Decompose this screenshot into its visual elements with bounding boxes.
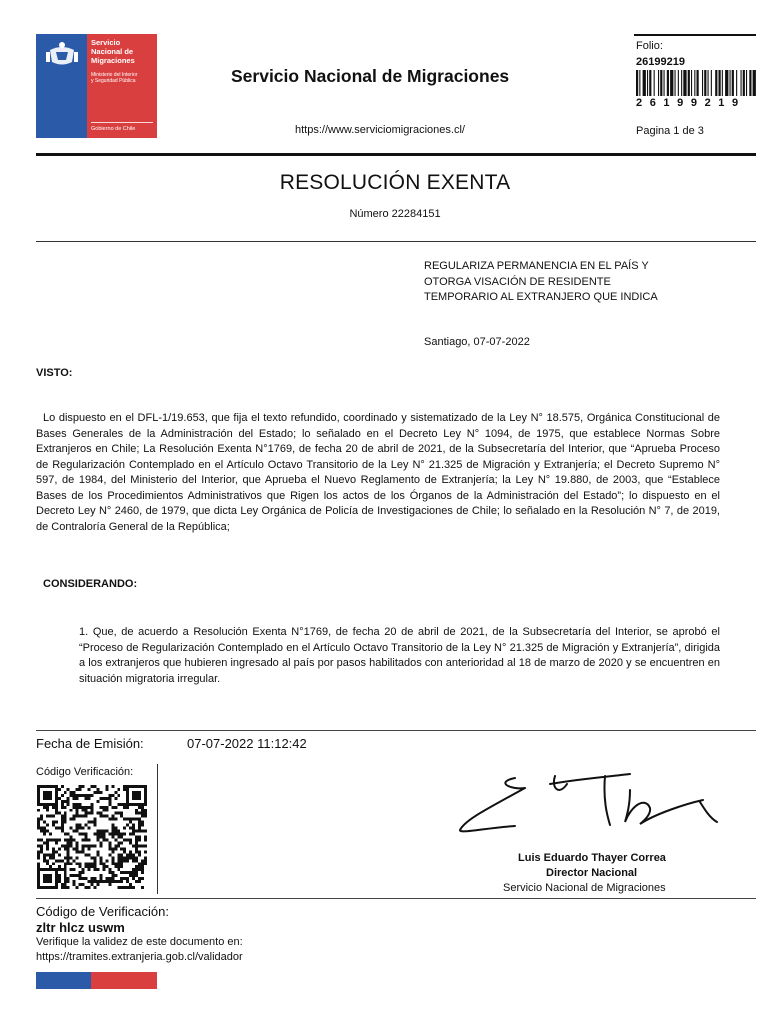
resolution-title: RESOLUCIÓN EXENTA (279, 171, 511, 194)
considerando-item: 1. Que, de acuerdo a Resolución Exenta N°1769, de fecha 20 de abril de 2021, de la Subsecretaría del Interior, se aprobó el “Proceso de Regularización Contemplado en el Artículo Octavo Transitorio de la Ley N° 21.325 de Migración y Extranjería”, dirigida a los extranjeros que hubieren ingresado al país por pasos habilitados con anterioridad al 18 de marzo de 2020 y se encuentren en situación migratoria irregular. (79, 626, 720, 685)
place-date: Santiago, 07-07-2022 (424, 336, 530, 348)
qr-divider (157, 764, 158, 894)
barcode-digits: 26199219 (636, 97, 746, 109)
visto-body: Lo dispuesto en el DFL-1/19.653, que fija el texto refundido, coordinado y sistematizado de la Ley N° 18.575, Orgánica Constitucional de Bases Generales de la Administración del Estado; lo señalado en el Decreto Ley N° 1094, de 1975, que establece Normas Sobre Extranjeros en Chile; La Resolución Exenta N°1769, de fecha 20 de abril de 2021, de la Subsecretaría del Interior, que “Aprueba Proceso de Regularización Contemplado en el Artículo Octavo Transitorio de la Ley N° 21.325 de Migración y Extranjería; el Decreto Supremo N° 597, de 1984, del Ministerio del Interior, que Aprueba el Nuevo Reglamento de Extranjería; la Ley N° 19.880, de 2003, que “Establece Bases de los Procedimientos Administrativos que Rigen los actos de los Órganos de la Administración del Estado”; lo dispuesto en el Decreto Ley N° 2460, de 1979, que dicta Ley Orgánica de Policía de Investigaciones de Chile; lo señalado en la Resolución N° 7, de 2019, de Contraloría General de la República; (36, 412, 720, 533)
qr-code-icon (36, 785, 148, 889)
issue-date-label: Fecha de Emisión: (36, 736, 144, 751)
verify-url[interactable]: https://tramites.extranjeria.gob.cl/validador (36, 951, 243, 963)
folio-number: 26199219 (636, 56, 685, 68)
org-title: Servicio Nacional de Migraciones (231, 66, 510, 86)
qr-label: Código Verificación: (36, 766, 134, 778)
logo-divider (91, 122, 153, 123)
footer-divider (36, 730, 756, 731)
org-url[interactable]: https://www.serviciomigraciones.cl/ (295, 124, 465, 136)
title-divider (36, 241, 756, 242)
resolution-number: Número 22284151 (349, 208, 441, 220)
visto-heading: VISTO: (36, 367, 73, 379)
verification-code: zltr hlcz uswm (36, 920, 125, 935)
verification-divider (36, 898, 756, 899)
flag-bar-blue (36, 972, 91, 989)
page-indicator: Pagina 1 de 3 (636, 125, 704, 137)
logo-title: Servicio Nacional de Migraciones (91, 38, 135, 65)
coat-of-arms-icon (42, 40, 82, 68)
issue-date-value: 07-07-2022 11:12:42 (187, 736, 307, 751)
verify-instruction: Verifique la validez de este documento en: (36, 936, 243, 948)
signer-org: Servicio Nacional de Migraciones (503, 882, 666, 894)
flag-bar-red (91, 972, 157, 989)
signer-name: Luis Eduardo Thayer Correa (518, 852, 666, 864)
logo-footer: Gobierno de Chile (91, 126, 136, 132)
resolution-subject: REGULARIZA PERMANENCIA EN EL PAÍS Y OTORGA VISACIÓN DE RESIDENTE TEMPORARIO AL EXTRANJERO QUE INDICA (424, 260, 658, 303)
folio-label: Folio: (636, 40, 663, 52)
header-divider (36, 153, 756, 156)
gobierno-logo (36, 34, 157, 138)
barcode-icon (636, 70, 756, 96)
signer-role: Director Nacional (546, 867, 638, 879)
folio-top-rule (634, 34, 756, 36)
considerando-heading: CONSIDERANDO: (43, 578, 138, 590)
verification-code-label: Código de Verificación: (36, 904, 169, 919)
signature-image (455, 770, 725, 842)
logo-subtitle: Ministerio del Interior y Seguridad Pública (91, 72, 138, 84)
